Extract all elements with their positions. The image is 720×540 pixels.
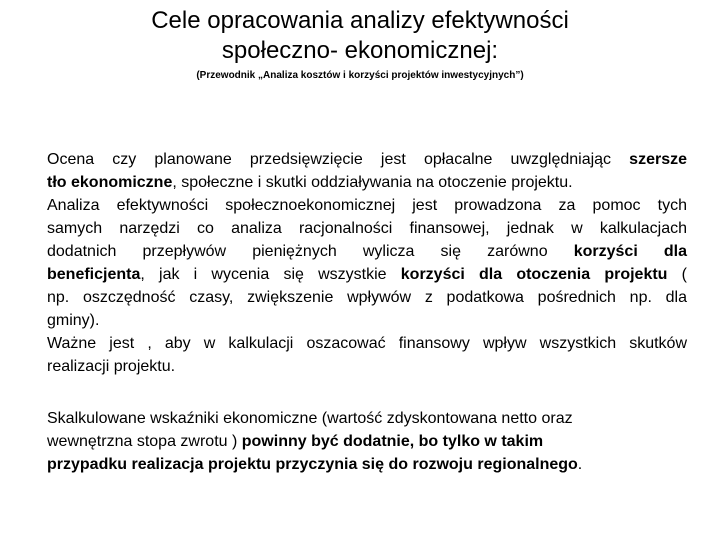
text-line: Ważne jest , aby w kalkulacji oszacować finansowy wpływ wszystkich skutków [47, 335, 687, 352]
text-line [47, 430, 687, 453]
text-line: Analiza efektywności społecznoekonomicznej jest prowadzona za pomoc tych [47, 197, 687, 214]
bold-run: korzyści dla otoczenia projektu [400, 266, 668, 283]
text-run: , społeczne i skutki oddziaływania na otoczenie projektu. [172, 174, 573, 191]
slide-subtitle: (Przewodnik „Analiza kosztów i korzyści projektów inwestycyjnych”) [196, 70, 524, 81]
text-line: Skalkulowane wskaźniki ekonomiczne (wartość zdyskontowana netto oraz [47, 410, 573, 427]
text-line: np. oszczędność czasy, zwiększenie wpływów z podatkowa pośrednich np. dla [47, 289, 687, 306]
text-run: wewnętrzna stopa zwrotu ) [47, 433, 242, 450]
bold-run: korzyści dla [573, 243, 687, 260]
text-line: samych narzędzi co analiza racjonalności finansowej, jednak w kalkulacjach [47, 220, 687, 237]
paragraph-indicators [47, 407, 687, 476]
text-line [47, 148, 687, 171]
text-run: ( [667, 266, 687, 283]
slide-body [47, 148, 687, 476]
text-run: . [577, 456, 583, 473]
slide-title [40, 6, 680, 66]
text-run: Ocena czy planowane przedsięwzięcie jest opłacalne uwzględniając [47, 151, 630, 168]
text-line [47, 263, 687, 286]
text-line [47, 453, 687, 476]
paragraph-analysis [47, 194, 687, 332]
text-line [47, 171, 687, 194]
paragraph-assessment [47, 148, 687, 194]
paragraph-spacer [47, 378, 687, 407]
bold-run: beneficjenta [47, 266, 141, 283]
bold-run: tło ekonomiczne [47, 174, 173, 191]
bold-run: szersze [629, 151, 687, 168]
bold-run: powinny być dodatnie, bo tylko w takim [241, 433, 544, 450]
text-line [47, 240, 687, 263]
text-line: gminy). [47, 312, 100, 329]
text-run: dodatnich przepływów pieniężnych wylicza się zarówno [47, 243, 574, 260]
text-run: , jak i wycenia się wszystkie [140, 266, 401, 283]
slide-title-line-2: społeczno- ekonomicznej: [221, 37, 499, 64]
slide-title-line-1: Cele opracowania analizy efektywności [151, 7, 569, 34]
paragraph-important [47, 332, 687, 378]
bold-run: przypadku realizacja projektu przyczynia się do rozwoju regionalnego [47, 456, 578, 473]
text-line: realizacji projektu. [47, 358, 176, 375]
